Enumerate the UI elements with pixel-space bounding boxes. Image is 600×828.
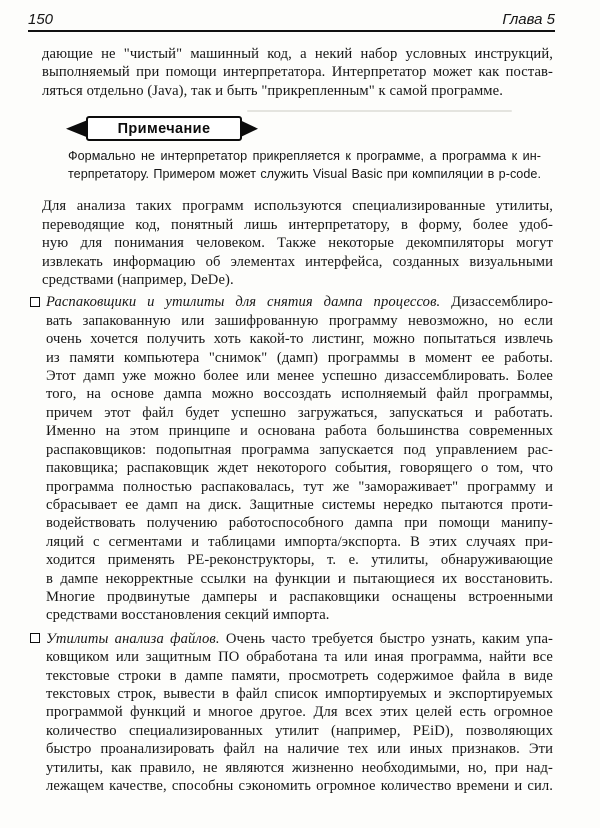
text-line: того, на основе дампа можно воссоздать исполняемый файл программы, (46, 386, 553, 403)
text-line: из памяти компьютера "снимок" (дамп) программы в момент ее работы. (46, 349, 553, 366)
text-line: Для анализа таких программ используются специализированные утилиты, (42, 198, 553, 215)
intro-paragraph (42, 45, 553, 100)
bullet-first-line-rest: Дизассемблиро- (451, 294, 554, 311)
text-line: очень хочется получить хоть какой-то листинг, можно попытаться извлечь (46, 331, 553, 348)
page-number: 150 (28, 11, 54, 28)
text-line: выполняемый при помощи интерпретатора. Интерпретатор может как постав- (42, 64, 553, 81)
running-head (28, 0, 555, 32)
chapter-label: Глава 5 (502, 11, 555, 28)
text-line: ковщиком или защитным ПО обработана та или иная программа, найти все (46, 649, 553, 666)
text-line: ляться отдельно (Java), так и быть "прикрепленным" к самой программе. (42, 82, 503, 99)
bullet-item-unpackers (46, 293, 553, 624)
text-line: Формально не интерпретатор прикрепляется к программе, а программа к ин- (68, 149, 541, 164)
text-line (46, 293, 553, 311)
note-banner-label: Примечание (117, 120, 211, 137)
text-line: распаковщиков: подопытная программа запускается под управлением рас- (46, 441, 553, 458)
text-line: причем этот файл будет успешно загружаться, запускаться и работать. (46, 404, 553, 421)
text-line: утилиты, как правило, не являются жизненно необходимыми, но, при над- (46, 759, 553, 776)
text-line: вать запакованную или зашифрованную программу невозможно, но если (46, 312, 553, 329)
bullet-lead: Распаковщики и утилиты для снятия дампа процессов. (46, 294, 441, 311)
text-line: текстовые строки в дампе памяти, просмотреть содержимое файла в виде (46, 667, 553, 684)
text-line: Этот дамп уже можно более или менее успешно дизассемблировать. Более (46, 368, 553, 385)
text-column (42, 45, 553, 795)
text-line: лежащем качестве, способны сэкономить огромное количество времени и сил. (46, 778, 553, 794)
note-callout (42, 116, 553, 183)
text-line: Многие продвинутые дамперы и распаковщики оснащены встроенными (46, 588, 553, 605)
text-line: быстро проанализировать файл на наличие тех или иных признаков. Эти (46, 741, 553, 758)
text-line: средствами восстановления секций импорта. (46, 607, 330, 624)
text-line: терпретатору. Примером может служить Visual Basic при компиляции в p-code. (68, 166, 541, 181)
text-line: средствами (например, DeDe). (42, 272, 234, 289)
text-line: ляций с сегментами и таблицами импорта/экспорта. В этих случаях при- (46, 533, 553, 550)
text-line: Именно на этом принципе и основана работа большинства современных (46, 423, 553, 440)
text-line: водействовать получению работоспособного дампа при помощи манипу- (46, 515, 553, 532)
note-text (68, 148, 541, 183)
text-line: количество специализированных утилит (например, PEiD), позволяющих (46, 722, 553, 739)
text-line: программой функций и многое другое. Для всех этих целей есть огромное (46, 704, 553, 721)
text-line: извлекать информацию об элементах интерфейса, созданных визуальными (42, 253, 553, 270)
text-line: ходится применять PE-реконструкторы, т. е. утилиты, обнаруживающие (46, 552, 553, 569)
bullet-square-icon (30, 633, 40, 643)
note-banner (66, 116, 258, 141)
note-banner-box (86, 116, 242, 141)
text-line: сбрасывает ее дамп на диск. Защитные системы нередко пытаются проти- (46, 496, 553, 513)
bullet-square-icon (30, 297, 40, 307)
text-line (46, 630, 553, 648)
bullet-body (46, 648, 553, 795)
text-line: паковщика; распаковщик ждет некоторого события, говорящего о том, что (46, 460, 553, 477)
text-line: дающие не "чистый" машинный код, а некий набор условных инструкций, (42, 46, 553, 62)
bullet-item-file-analysis (46, 630, 553, 796)
text-line: текстовых строк, вывести в файл список импортируемых и экспортируемых (46, 685, 553, 702)
text-line: в дампе некорректные ссылки на функции и пытающиеся их восстановить. (46, 570, 553, 587)
text-line: ную для понимания человеком. Также некоторые декомпиляторы могут (42, 235, 553, 252)
note-box-hairline (247, 110, 512, 112)
text-line: переводящие код, понятный лишь интерпретатору, в форму, более удоб- (42, 216, 553, 233)
analysis-paragraph (42, 197, 553, 289)
bullet-body (46, 312, 553, 625)
bullet-first-line-rest: Очень часто требуется быстро узнать, каким упа- (225, 630, 553, 647)
bullet-lead: Утилиты анализа файлов. (46, 630, 220, 647)
text-line: программа полностью распаковалась, тут же "замораживает" программу и (46, 478, 553, 495)
